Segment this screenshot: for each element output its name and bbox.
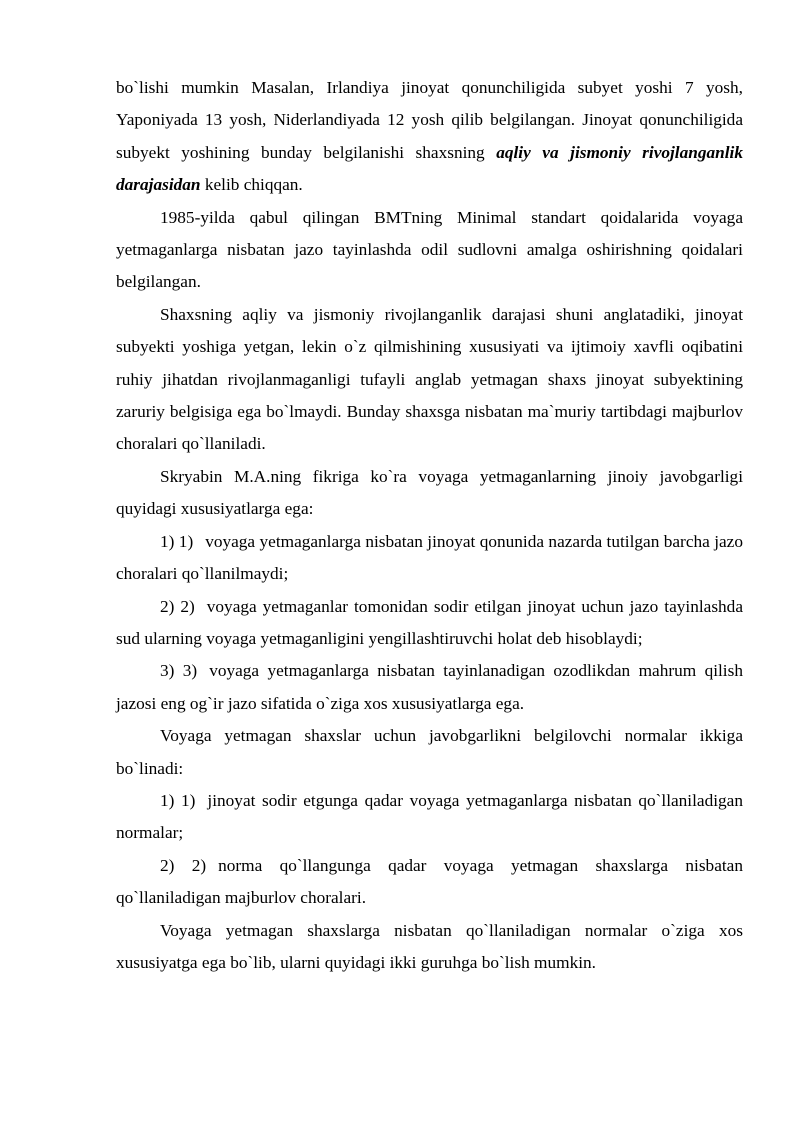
list-item-text: voyaga yetmaganlarga nisbatan tayinlanadigan ozodlikdan mahrum qilish jazosi eng og`ir jazo sifatida o`ziga xos xususiyatlarga ega. [116, 661, 743, 713]
paragraph-text: bo`lishi mumkin Masalan, Irlandiya jinoyat qonunchiligida subyet yoshi 7 yosh, Yaponiyada 13 yosh, Niderlandiyada 12 yosh qilib belgilangan. Jinoyat qonunchiligida subyekt yoshining bunday belgilanishi shaxsning [116, 78, 743, 162]
list-item-text: voyaga yetmaganlar tomonidan sodir etilgan jinoyat uchun jazo tayinlashda sud ularning voyaga yetmaganligini yengillashtiruvchi holat deb hisoblaydi; [116, 596, 743, 648]
paragraph-continuation [116, 72, 743, 202]
paragraph-norms-division: Voyaga yetmagan shaxslar uchun javobgarlikni belgilovchi normalar ikkiga bo`linadi: [116, 726, 743, 778]
paragraph-skryabin: Skryabin M.A.ning fikriga ko`ra voyaga yetmaganlarning jinoiy javobgarligi quyidagi xususiyatlarga ega: [116, 466, 743, 519]
paragraph-bmt-rules: 1985-yilda qabul qilingan BMTning Minimal standart qoidalarida voyaga yetmaganlarga nisbatan jazo tayinlashda odil sudlovni amalga oshirishning qoidalari belgilangan. [116, 207, 743, 292]
list-item [116, 526, 743, 591]
list-item-number: 3) 3) [160, 661, 198, 681]
list-item-number: 2) 2) [160, 855, 207, 875]
list-item-text: norma qo`llangunga qadar voyaga yetmagan shaxslarga nisbatan qo`llaniladigan majburlov choralari. [116, 855, 743, 908]
list-item [116, 785, 743, 850]
paragraph-text: kelib chiqqan. [200, 175, 303, 195]
list-item-text: jinoyat sodir etgunga qadar voyaga yetmaganlarga nisbatan qo`llaniladigan normalar; [116, 790, 743, 843]
list-item-number: 1) 1) [160, 531, 194, 551]
list-item-text: voyaga yetmaganlarga nisbatan jinoyat qonunida nazarda tutilgan barcha jazo choralari qo`llanilmaydi; [116, 531, 743, 584]
list-item [116, 850, 743, 915]
document-page [116, 72, 743, 979]
list-item-number: 1) 1) [160, 790, 196, 810]
emphasized-phrase: aqliy va jismoniy rivojlanganlik darajasidan [116, 142, 743, 195]
paragraph-development-level: Shaxsning aqliy va jismoniy rivojlanganlik darajasi shuni anglatadiki, jinoyat subyekti yoshiga yetgan, lekin o`z qilmishining xususiyati va ijtimoiy xavfli oqibatini ruhiy jihatdan rivojlanmaganligi tufayli anglab yetmagan shaxs jinoyat subyektining zaruriy belgisiga ega bo`lmaydi. Bunday shaxsga nisbatan ma`muriy tartibdagi majburlov choralari qo`llaniladi. [116, 304, 743, 454]
paragraph-norms-groups: Voyaga yetmagan shaxslarga nisbatan qo`llaniladigan normalar o`ziga xos xususiyatga ega bo`lib, ularni quyidagi ikki guruhga bo`lish mumkin. [116, 920, 743, 972]
list-item-number: 2) 2) [160, 596, 195, 616]
list-item [116, 591, 743, 656]
list-item [116, 655, 743, 720]
